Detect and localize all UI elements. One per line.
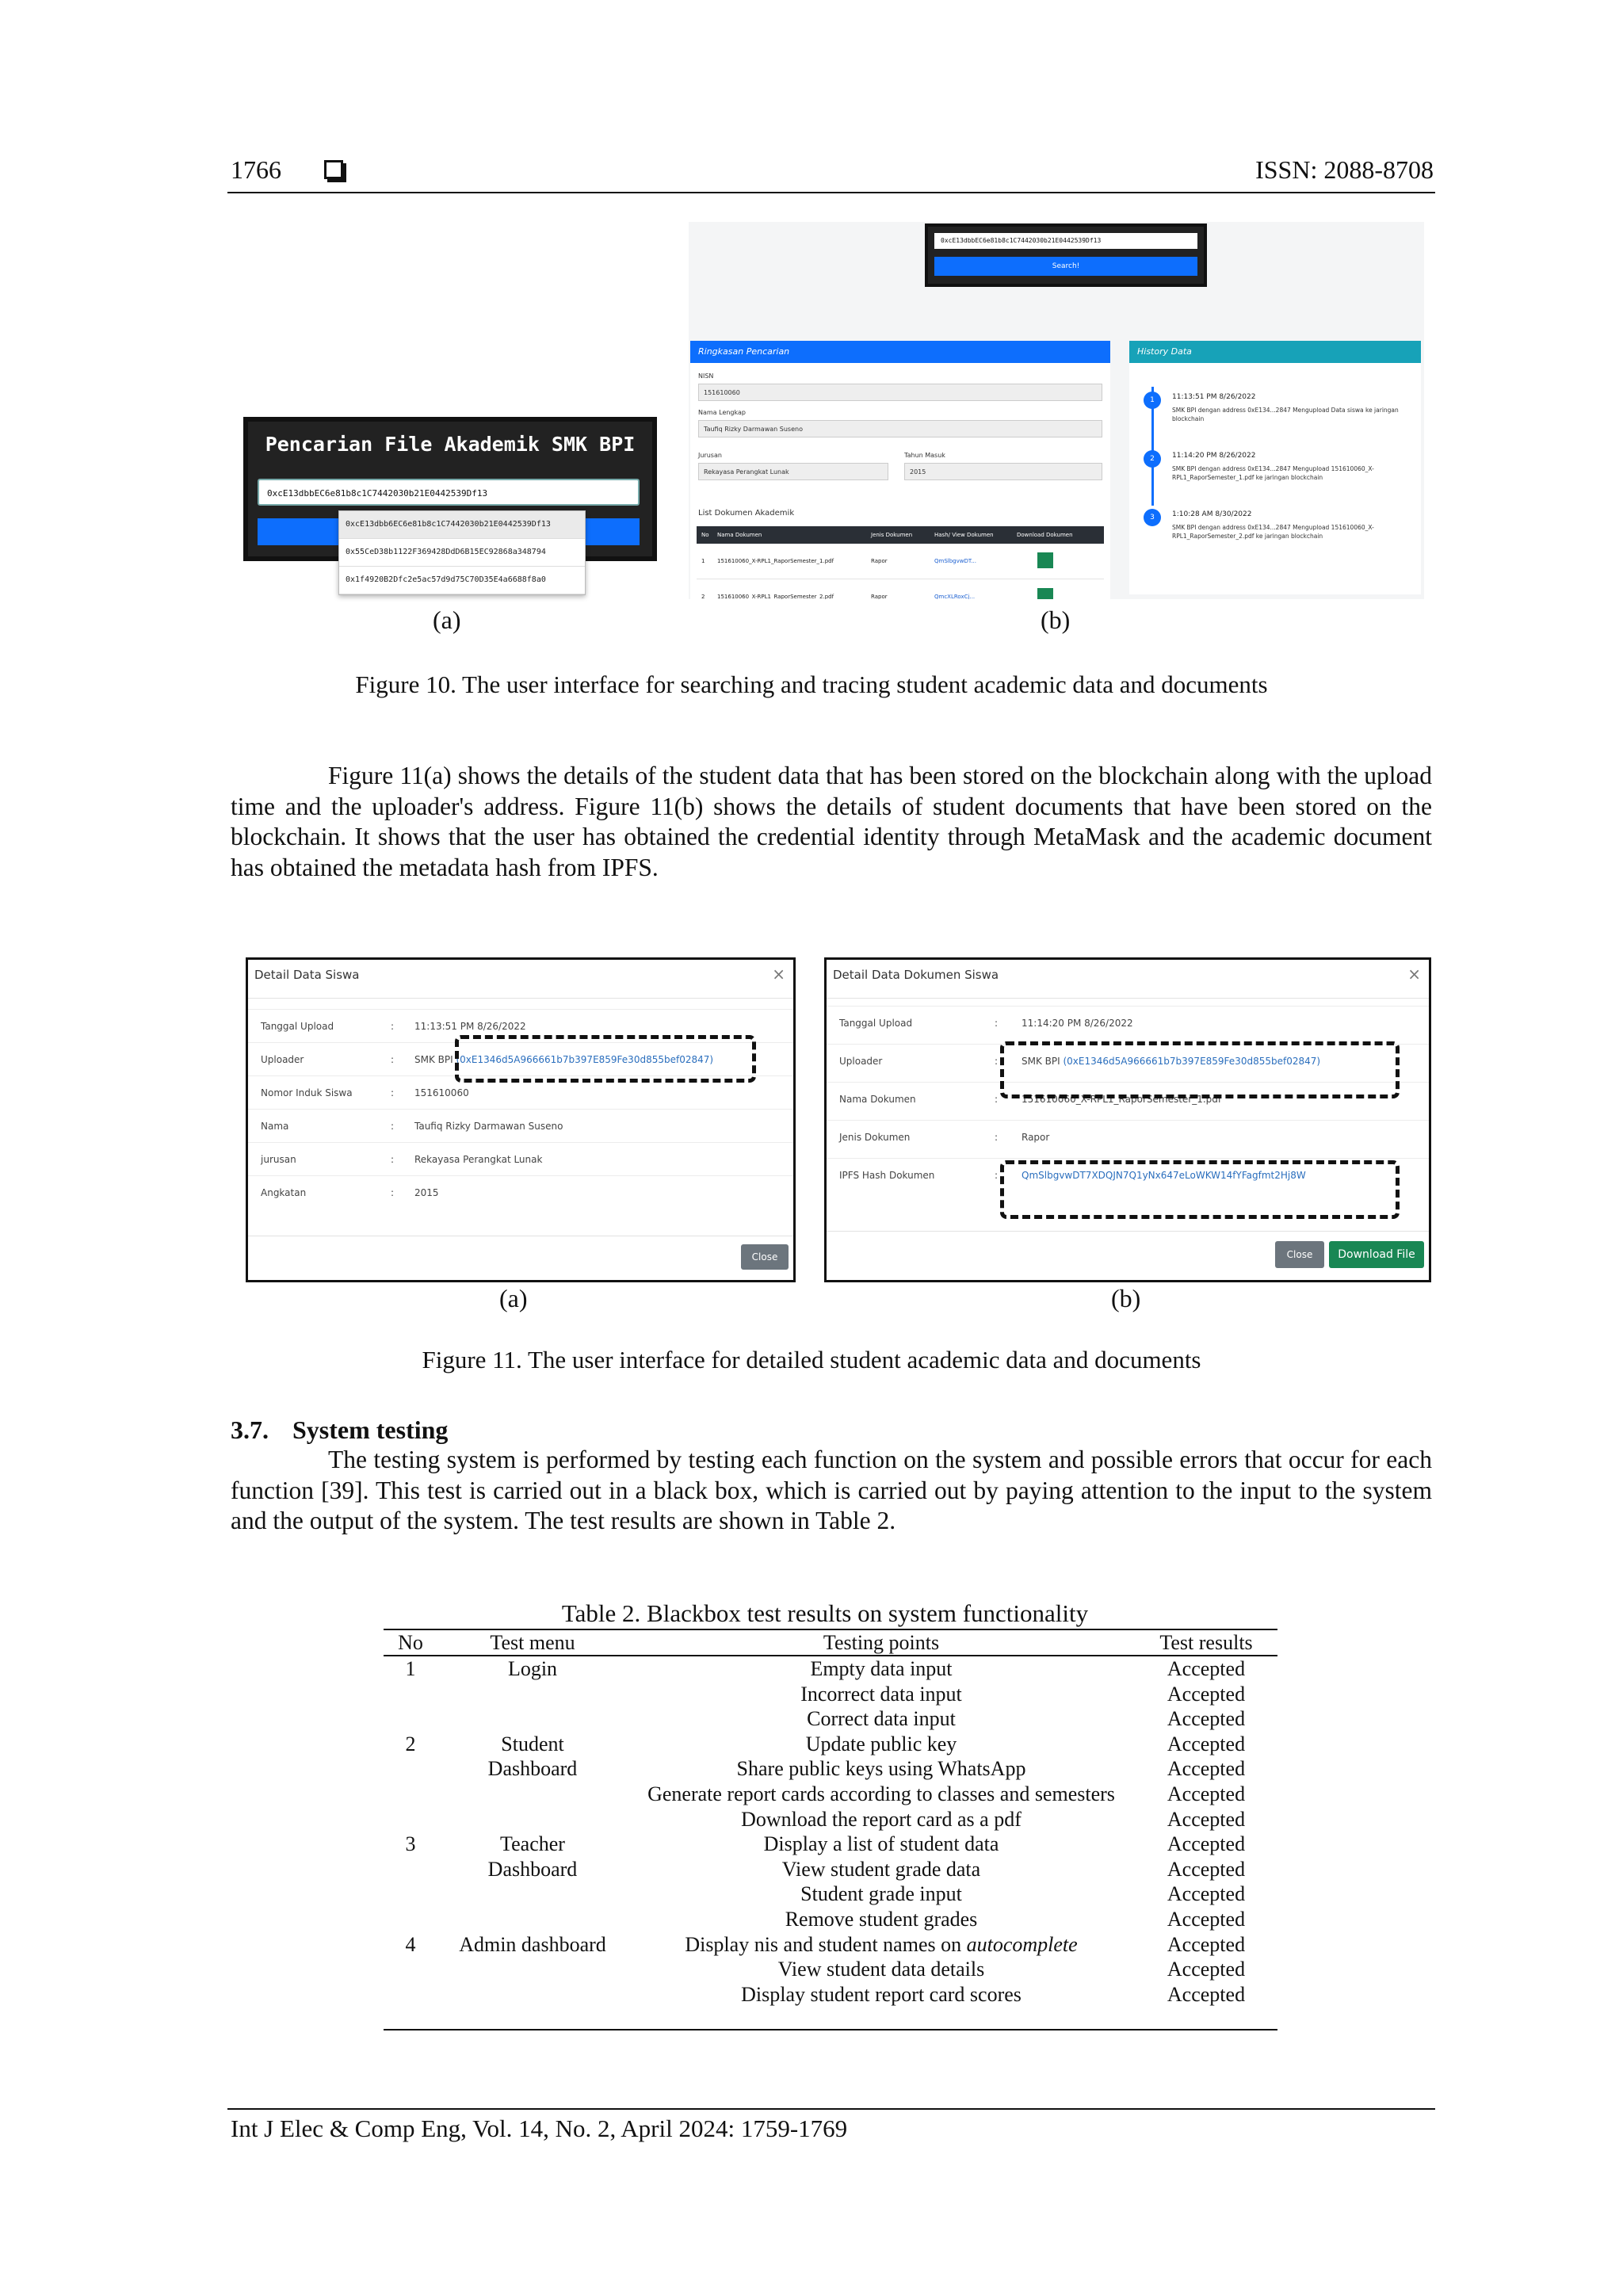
document-table [697, 526, 1104, 599]
cell: 2 [701, 594, 705, 599]
row-value: 151610060_X-RPL1_RaporSemester_1.pdf [1022, 1094, 1222, 1105]
search-button[interactable]: Search! [934, 257, 1197, 276]
table-cell: Student [501, 1732, 564, 1755]
table-cell: Admin dashboard [459, 1932, 606, 1956]
table-cell: Accepted [1167, 1882, 1246, 1906]
modal-header [827, 960, 1429, 999]
issn: ISSN: 2088-8708 [1255, 155, 1434, 184]
hash-link[interactable]: QmcXLRoxCj... [934, 594, 976, 599]
table-cell: Dashboard [487, 1857, 578, 1881]
major-field: Rekayasa Perangkat Lunak [698, 463, 888, 480]
row-label: jurusan [261, 1154, 296, 1165]
highlight-box [1000, 1160, 1400, 1219]
modal-footer [827, 1231, 1429, 1278]
row-label: Nama Dokumen [839, 1094, 916, 1105]
table-cell: Generate report cards according to classes and semesters [647, 1782, 1115, 1805]
nisn-field: 151610060 [698, 384, 1102, 401]
table-cell: Accepted [1167, 1982, 1246, 2006]
table-cell: Incorrect data input [800, 1682, 962, 1706]
uploader-address-link[interactable]: (0xE1346d5A966661b7b397E859Fe30d855bef02847) [456, 1054, 714, 1065]
cell: 151610060_X-RPL1_RaporSemester_1.pdf [717, 558, 834, 564]
autocomplete-dropdown [338, 510, 586, 595]
search-summary-panel [690, 341, 1110, 599]
row-value: 151610060 [414, 1087, 469, 1098]
col-header: No [398, 1631, 423, 1654]
year-field: 2015 [904, 463, 1102, 480]
suggestion-item[interactable]: 0x1f4920B2Dfc2e5ac57d9d75C70D35E4a6688f8a0 [339, 567, 585, 594]
detail-row: Tanggal Upload : 11:14:20 PM 8/26/2022 [827, 1006, 1429, 1045]
row-value: Rekayasa Perangkat Lunak [414, 1154, 543, 1165]
row-value: 2015 [414, 1187, 439, 1198]
table-cell: Empty data input [810, 1657, 953, 1680]
table-row [697, 579, 1104, 599]
row-value: 11:13:51 PM 8/26/2022 [414, 1021, 526, 1032]
table-cell: Correct data input [807, 1707, 956, 1731]
table-cell: Teacher [500, 1832, 565, 1856]
table-cell: Accepted [1167, 1832, 1246, 1856]
ipfs-hash-link[interactable]: QmSlbgvwDT7XDQJN7Q1yNx647eLoWKW14fYFagfmt2Hj8W [1022, 1170, 1306, 1181]
detail-row: Nomor Induk Siswa : 151610060 [248, 1075, 793, 1110]
table-cell: Share public keys using WhatsApp [736, 1757, 1026, 1781]
figure-10a-search-panel [243, 417, 657, 584]
table-cell: 1 [405, 1657, 416, 1680]
table-cell: Accepted [1167, 1707, 1246, 1731]
row-label: Tanggal Upload [261, 1021, 334, 1032]
row-value: 11:14:20 PM 8/26/2022 [1022, 1018, 1133, 1029]
modal-header [248, 960, 793, 999]
close-button[interactable]: Close [1275, 1241, 1324, 1268]
table-cell: View student grade data [781, 1857, 981, 1881]
history-desc: SMK BPI dengan address 0xE134...2847 Mengupload Data siswa ke jaringan blockchain [1172, 407, 1399, 422]
table-cell: Accepted [1167, 1757, 1246, 1781]
square-icon [324, 160, 343, 179]
timeline-dot: 1 [1144, 392, 1161, 409]
history-panel [1129, 341, 1421, 594]
cell: Rapor [871, 558, 888, 564]
table-cell: Login [507, 1657, 558, 1680]
hash-link[interactable]: QmSlbgvwDT... [934, 558, 976, 564]
col-header: No [701, 532, 709, 538]
section-heading [231, 1415, 448, 1445]
figure-11a-modal [246, 957, 796, 1282]
row-value: Taufiq Rizky Darmawan Suseno [414, 1121, 563, 1132]
col-header: Hash/ View Dokumen [934, 532, 994, 538]
close-icon[interactable]: × [1407, 965, 1421, 984]
col-header: Download Dokumen [1017, 532, 1073, 538]
col-header: Jenis Dokumen [871, 532, 913, 538]
uploader-name: SMK BPI [1022, 1056, 1064, 1067]
section-title: System testing [292, 1415, 449, 1444]
row-label: IPFS Hash Dokumen [839, 1170, 935, 1181]
table-cell: Download the report card as a pdf [741, 1807, 1022, 1831]
table-cell: Accepted [1167, 1782, 1246, 1805]
cell: 1 [701, 558, 705, 564]
table-cell: Dashboard [487, 1757, 578, 1781]
detail-row: Uploader : SMK BPI (0xE1346d5A966661b7b397E859Fe30d855bef02847) [248, 1042, 793, 1076]
row-label: Nomor Induk Siswa [261, 1087, 353, 1098]
table-cell: Display student report card scores [741, 1982, 1022, 2006]
table-cell: Accepted [1167, 1732, 1246, 1755]
table-cell: Accepted [1167, 1958, 1246, 1981]
table-rule [384, 2029, 1277, 2030]
timeline-dot: 3 [1144, 509, 1161, 526]
search-input[interactable]: 0xcE13dbbEC6e81b8c1C7442030b21E0442539Df13 [934, 233, 1197, 249]
row-label: Nama [261, 1121, 289, 1132]
section-number: 3.7. [231, 1415, 269, 1444]
modal-title: Detail Data Siswa [254, 968, 360, 982]
figure-10b-search-result [689, 222, 1424, 599]
detail-row: Uploader : SMK BPI (0xE1346d5A966661b7b397E859Fe30d855bef02847) [827, 1044, 1429, 1083]
detail-row: Nama : Taufiq Rizky Darmawan Suseno [248, 1109, 793, 1143]
figure-10-caption: Figure 10. The user interface for searching and tracing student academic data and documents [355, 670, 1268, 698]
figure-11-caption: Figure 11. The user interface for detailed student academic data and documents [422, 1346, 1201, 1373]
row-label: Tanggal Upload [839, 1018, 913, 1029]
search-box [925, 223, 1207, 287]
table-cell: Display nis and student names on autocomplete [685, 1932, 1078, 1956]
cell: 151610060_X-RPL1_RaporSemester_2.pdf [717, 594, 834, 599]
header-rule [227, 192, 1435, 193]
history-time: 1:10:28 AM 8/30/2022 [1172, 510, 1252, 518]
paragraph-1 [231, 761, 1432, 883]
paragraph-text: The testing system is performed by testing each function on the system and possible errors that occur for each function [39]. This test is carried out in a black box, which is carried out by paying attention to the input to the system and the output of the system. The test results are shown in Table 2. [231, 1446, 1432, 1534]
detail-row: Jenis Dokumen : Rapor [827, 1120, 1429, 1159]
col-header: Test menu [490, 1631, 575, 1654]
suggestion-item[interactable]: 0xcE13dbb6EC6e81b8c1C7442030b21E0442539Df13 [339, 511, 585, 539]
modal-footer [248, 1236, 793, 1278]
detail-row: jurusan : Rekayasa Perangkat Lunak [248, 1142, 793, 1176]
history-time: 11:14:20 PM 8/26/2022 [1172, 452, 1256, 460]
page-header [231, 155, 1434, 193]
uploader-address-link[interactable]: (0xE1346d5A966661b7b397E859Fe30d855bef02847) [1063, 1056, 1321, 1067]
figure-11b-modal [824, 957, 1431, 1282]
table-header [697, 526, 1104, 544]
download-icon[interactable] [1037, 552, 1053, 568]
row-label: Angkatan [261, 1187, 307, 1198]
detail-row: Tanggal Upload : 11:13:51 PM 8/26/2022 [248, 1009, 793, 1043]
field-label: Jurusan [698, 452, 722, 459]
col-header: Nama Dokumen [717, 532, 762, 538]
close-button[interactable]: Close [741, 1244, 789, 1270]
search-input[interactable]: 0xcE13dbbEC6e81b8c1C7442030b21E0442539Df13 [258, 479, 640, 506]
footer-rule [227, 2108, 1435, 2110]
field-label: Nama Lengkap [698, 409, 746, 416]
page-footer: Int J Elec & Comp Eng, Vol. 14, No. 2, April 2024: 1759-1769 [231, 2115, 848, 2142]
table-cell: Accepted [1167, 1682, 1246, 1706]
table-2-caption: Table 2. Blackbox test results on system functionality [561, 1599, 1089, 1627]
table-cell: Display a list of student data [763, 1832, 999, 1856]
table-cell: Accepted [1167, 1657, 1246, 1680]
subcaption-b: (b) [1041, 606, 1071, 634]
history-time: 11:13:51 PM 8/26/2022 [1172, 393, 1256, 401]
table-cell: 3 [405, 1832, 416, 1856]
download-icon[interactable] [1037, 588, 1053, 599]
subcaption-a: (a) [433, 606, 461, 634]
timeline-dot: 2 [1144, 450, 1161, 468]
table-cell: Accepted [1167, 1807, 1246, 1831]
table-cell: View student data details [777, 1958, 985, 1981]
table-cell: Remove student grades [785, 1908, 978, 1931]
col-header: Testing points [823, 1631, 940, 1654]
highlight-box [1000, 1041, 1400, 1098]
name-field: Taufiq Rizky Darmawan Suseno [698, 420, 1102, 437]
table-cell: Accepted [1167, 1857, 1246, 1881]
col-header: Test results [1159, 1631, 1253, 1654]
table-cell: 4 [405, 1932, 416, 1956]
paragraph-text: Figure 11(a) shows the details of the student data that has been stored on the blockchain along with the upload time and the uploader's address. Figure 11(b) shows the details of student documents that have been stored on the blockchain. It shows that the user has obtained the credential identity through MetaMask and the academic document has obtained the metadata hash from IPFS. [231, 762, 1432, 881]
field-label: Tahun Masuk [904, 452, 945, 459]
table-cell: Accepted [1167, 1908, 1246, 1931]
table-cell: Update public key [805, 1732, 957, 1755]
row-value: Rapor [1022, 1132, 1050, 1143]
paragraph-2 [231, 1445, 1432, 1537]
row-label: Jenis Dokumen [839, 1132, 911, 1143]
history-desc: SMK BPI dengan address 0xE134...2847 Mengupload 151610060_X-RPL1_RaporSemester_2.pdf ke jaringan blockchain [1172, 524, 1374, 540]
row-label: Uploader [261, 1054, 304, 1065]
detail-row: IPFS Hash Dokumen : QmSlbgvwDT7XDQJN7Q1yNx647eLoWKW14fYFagfmt2Hj8W [827, 1158, 1429, 1197]
search-panel-title: Pencarian File Akademik SMK BPI [265, 433, 636, 456]
detail-row: Angkatan : 2015 [248, 1175, 793, 1209]
list-title: List Dokumen Akademik [698, 509, 795, 518]
suggestion-item[interactable]: 0x55CeD38b1122F369428DdD6B15EC92868a348794 [339, 539, 585, 567]
subcaption-b: (b) [1111, 1284, 1141, 1312]
history-desc: SMK BPI dengan address 0xE134...2847 Mengupload 151610060_X-RPL1_RaporSemester_1.pdf ke jaringan blockchain [1172, 465, 1374, 481]
detail-row: Nama Dokumen : 151610060_X-RPL1_RaporSemester_1.pdf [827, 1082, 1429, 1121]
table-cell: Accepted [1167, 1932, 1246, 1956]
table-cell: 2 [405, 1732, 416, 1755]
uploader-name: SMK BPI [414, 1054, 456, 1065]
subcaption-a: (a) [499, 1284, 528, 1312]
table-row [697, 544, 1104, 579]
modal-title: Detail Data Dokumen Siswa [833, 968, 999, 982]
page-number: 1766 [231, 155, 281, 184]
cell: Rapor [871, 594, 888, 599]
panel-header: History Data [1129, 341, 1421, 363]
panel-header: Ringkasan Pencarian [690, 341, 1110, 363]
close-icon[interactable]: × [772, 965, 785, 984]
row-label: Uploader [839, 1056, 883, 1067]
field-label: NISN [698, 372, 714, 380]
download-file-button[interactable]: Download File [1329, 1241, 1424, 1268]
table-cell: Student grade input [800, 1882, 962, 1906]
highlight-box [455, 1035, 756, 1083]
